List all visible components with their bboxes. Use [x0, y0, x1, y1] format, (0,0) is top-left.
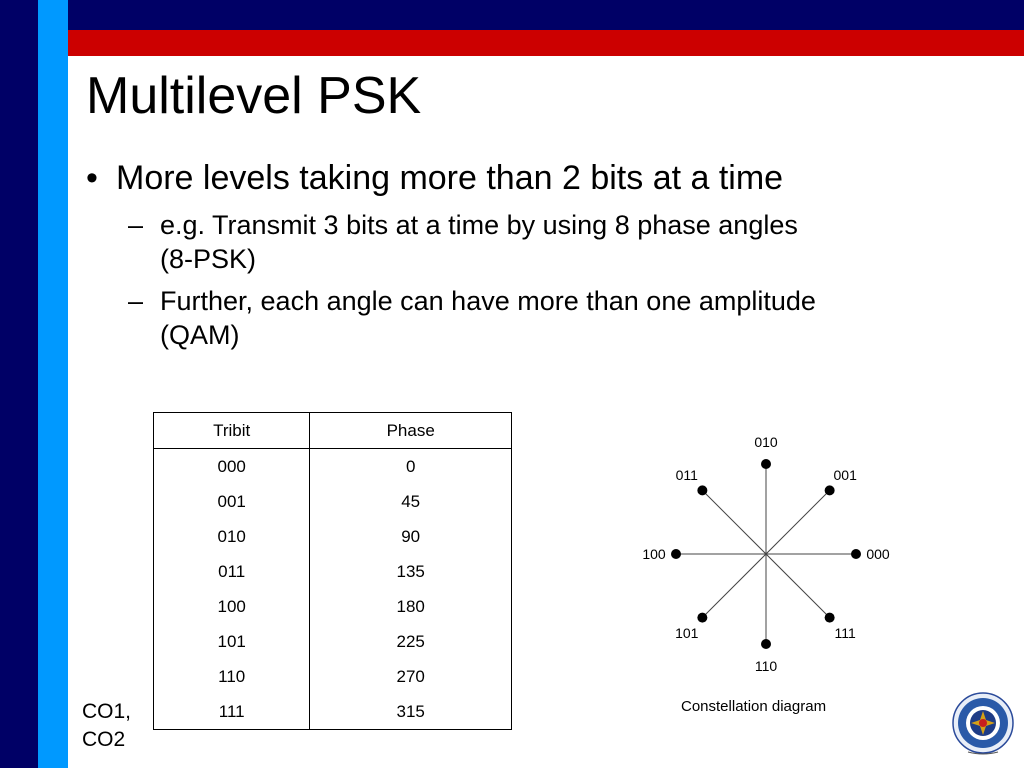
table-row — [154, 554, 512, 589]
phase-cell: 45 — [310, 484, 512, 519]
phase-cell: 0 — [310, 449, 512, 485]
left-light-blue-bar — [38, 0, 68, 768]
table-row — [154, 449, 512, 485]
constellation-point — [851, 549, 861, 559]
table-row — [154, 659, 512, 694]
sub-bullet-text-continued: (QAM) — [160, 320, 240, 350]
table-row — [154, 624, 512, 659]
phase-cell: 270 — [310, 659, 512, 694]
constellation-point — [697, 613, 707, 623]
constellation-point-label: 100 — [642, 546, 666, 562]
tribit-cell: 000 — [154, 449, 310, 485]
tribit-cell: 111 — [154, 694, 310, 730]
co-line-1: CO1, — [82, 700, 132, 723]
constellation-point-label: 111 — [834, 625, 856, 642]
top-red-bar — [68, 30, 1024, 56]
slide-title: Multilevel PSK — [86, 67, 422, 125]
sub-bullet-dash: – — [128, 210, 144, 240]
table-header-row — [154, 413, 512, 449]
constellation-point-label: 010 — [754, 434, 778, 450]
constellation-point — [761, 639, 771, 649]
constellation-diagram — [630, 425, 900, 675]
sub-bullet-dash: – — [128, 286, 144, 316]
constellation-point-label: 101 — [675, 625, 699, 642]
table-row — [154, 694, 512, 730]
left-navy-bar — [0, 0, 38, 768]
header-phase: Phase — [310, 413, 512, 449]
tribit-phase-table — [153, 412, 512, 730]
tribit-cell: 001 — [154, 484, 310, 519]
university-seal-logo — [950, 692, 1016, 758]
top-navy-bar — [68, 0, 1024, 30]
phase-cell: 315 — [310, 694, 512, 730]
tribit-cell: 011 — [154, 554, 310, 589]
table-row — [154, 589, 512, 624]
constellation-point — [761, 459, 771, 469]
bullet-dot: • — [86, 159, 98, 197]
phase-cell: 135 — [310, 554, 512, 589]
constellation-point — [697, 485, 707, 495]
tribit-cell: 101 — [154, 624, 310, 659]
constellation-point — [671, 549, 681, 559]
sub-bullet-item — [86, 284, 1006, 352]
course-outcome-label — [82, 698, 131, 754]
tribit-cell: 010 — [154, 519, 310, 554]
constellation-point-label: 001 — [833, 466, 857, 483]
table-row — [154, 519, 512, 554]
sub-bullet-text: Further, each angle can have more than one amplitude — [160, 286, 816, 316]
table-row — [154, 484, 512, 519]
constellation-point — [825, 485, 835, 495]
constellation-point — [825, 613, 835, 623]
constellation-point-label: 011 — [675, 466, 698, 483]
tribit-cell: 100 — [154, 589, 310, 624]
bullet-item — [86, 156, 1006, 200]
constellation-point-label: 000 — [866, 546, 890, 562]
bullet-list — [86, 156, 1006, 352]
bullet-text: More levels taking more than 2 bits at a time — [116, 159, 784, 197]
constellation-point-label: 110 — [754, 658, 778, 674]
header-tribit: Tribit — [154, 413, 310, 449]
constellation-caption: Constellation diagram — [681, 698, 827, 715]
sub-bullet-text-continued: (8-PSK) — [160, 244, 257, 274]
phase-cell: 90 — [310, 519, 512, 554]
phase-cell: 225 — [310, 624, 512, 659]
co-line-2: CO2 — [82, 728, 126, 751]
tribit-cell: 110 — [154, 659, 310, 694]
phase-cell: 180 — [310, 589, 512, 624]
sub-bullet-text: e.g. Transmit 3 bits at a time by using 8 phase angles — [160, 210, 798, 240]
sub-bullet-item — [86, 208, 1006, 276]
